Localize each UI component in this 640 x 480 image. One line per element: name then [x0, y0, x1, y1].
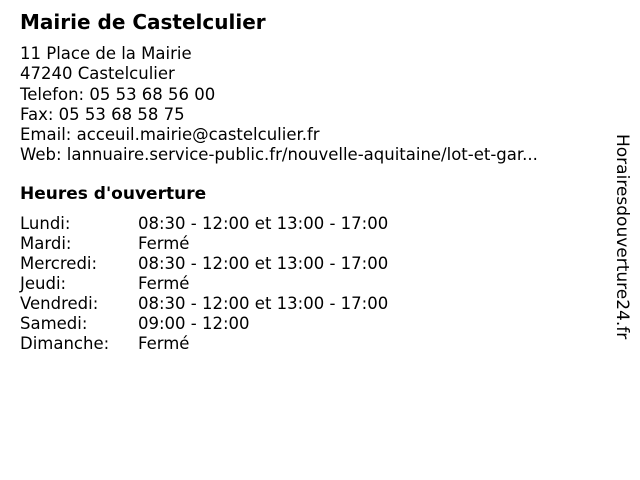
day-hours: 08:30 - 12:00 et 13:00 - 17:00	[138, 254, 389, 273]
hours-row-saturday	[20, 314, 388, 334]
day-label: Mardi:	[20, 234, 72, 253]
hours-heading: Heures d'ouverture	[20, 184, 207, 204]
phone-line: Telefon: 05 53 68 56 00	[20, 84, 216, 104]
day-hours: Fermé	[138, 274, 190, 293]
page-title: Mairie de Castelculier	[20, 10, 266, 34]
fax-line: Fax: 05 53 68 58 75	[20, 104, 185, 124]
day-label: Jeudi:	[20, 274, 67, 293]
day-hours: 08:30 - 12:00 et 13:00 - 17:00	[138, 214, 389, 233]
web-line: Web: lannuaire.service-public.fr/nouvelle-aquitaine/lot-et-gar...	[20, 145, 538, 165]
day-label: Dimanche:	[20, 334, 110, 353]
day-label: Lundi:	[20, 214, 71, 233]
day-hours: 08:30 - 12:00 et 13:00 - 17:00	[138, 294, 389, 313]
day-hours: Fermé	[138, 234, 190, 253]
day-label: Mercredi:	[20, 254, 98, 273]
hours-row-tuesday	[20, 234, 388, 254]
email-line: Email: acceuil.mairie@castelculier.fr	[20, 125, 320, 145]
hours-table	[20, 214, 388, 354]
site-watermark: Horairesdouverture24.fr	[612, 134, 632, 340]
address-line-2: 47240 Castelculier	[20, 64, 175, 84]
address-line-1: 11 Place de la Mairie	[20, 44, 192, 63]
hours-row-wednesday	[20, 254, 388, 274]
hours-row-thursday	[20, 274, 388, 294]
contact-block	[20, 44, 538, 166]
day-label: Vendredi:	[20, 294, 99, 313]
hours-row-monday	[20, 214, 388, 234]
hours-row-sunday	[20, 334, 388, 354]
day-hours: 09:00 - 12:00	[138, 314, 250, 333]
day-label: Samedi:	[20, 314, 88, 333]
hours-row-friday	[20, 294, 388, 314]
day-hours: Fermé	[138, 334, 190, 353]
